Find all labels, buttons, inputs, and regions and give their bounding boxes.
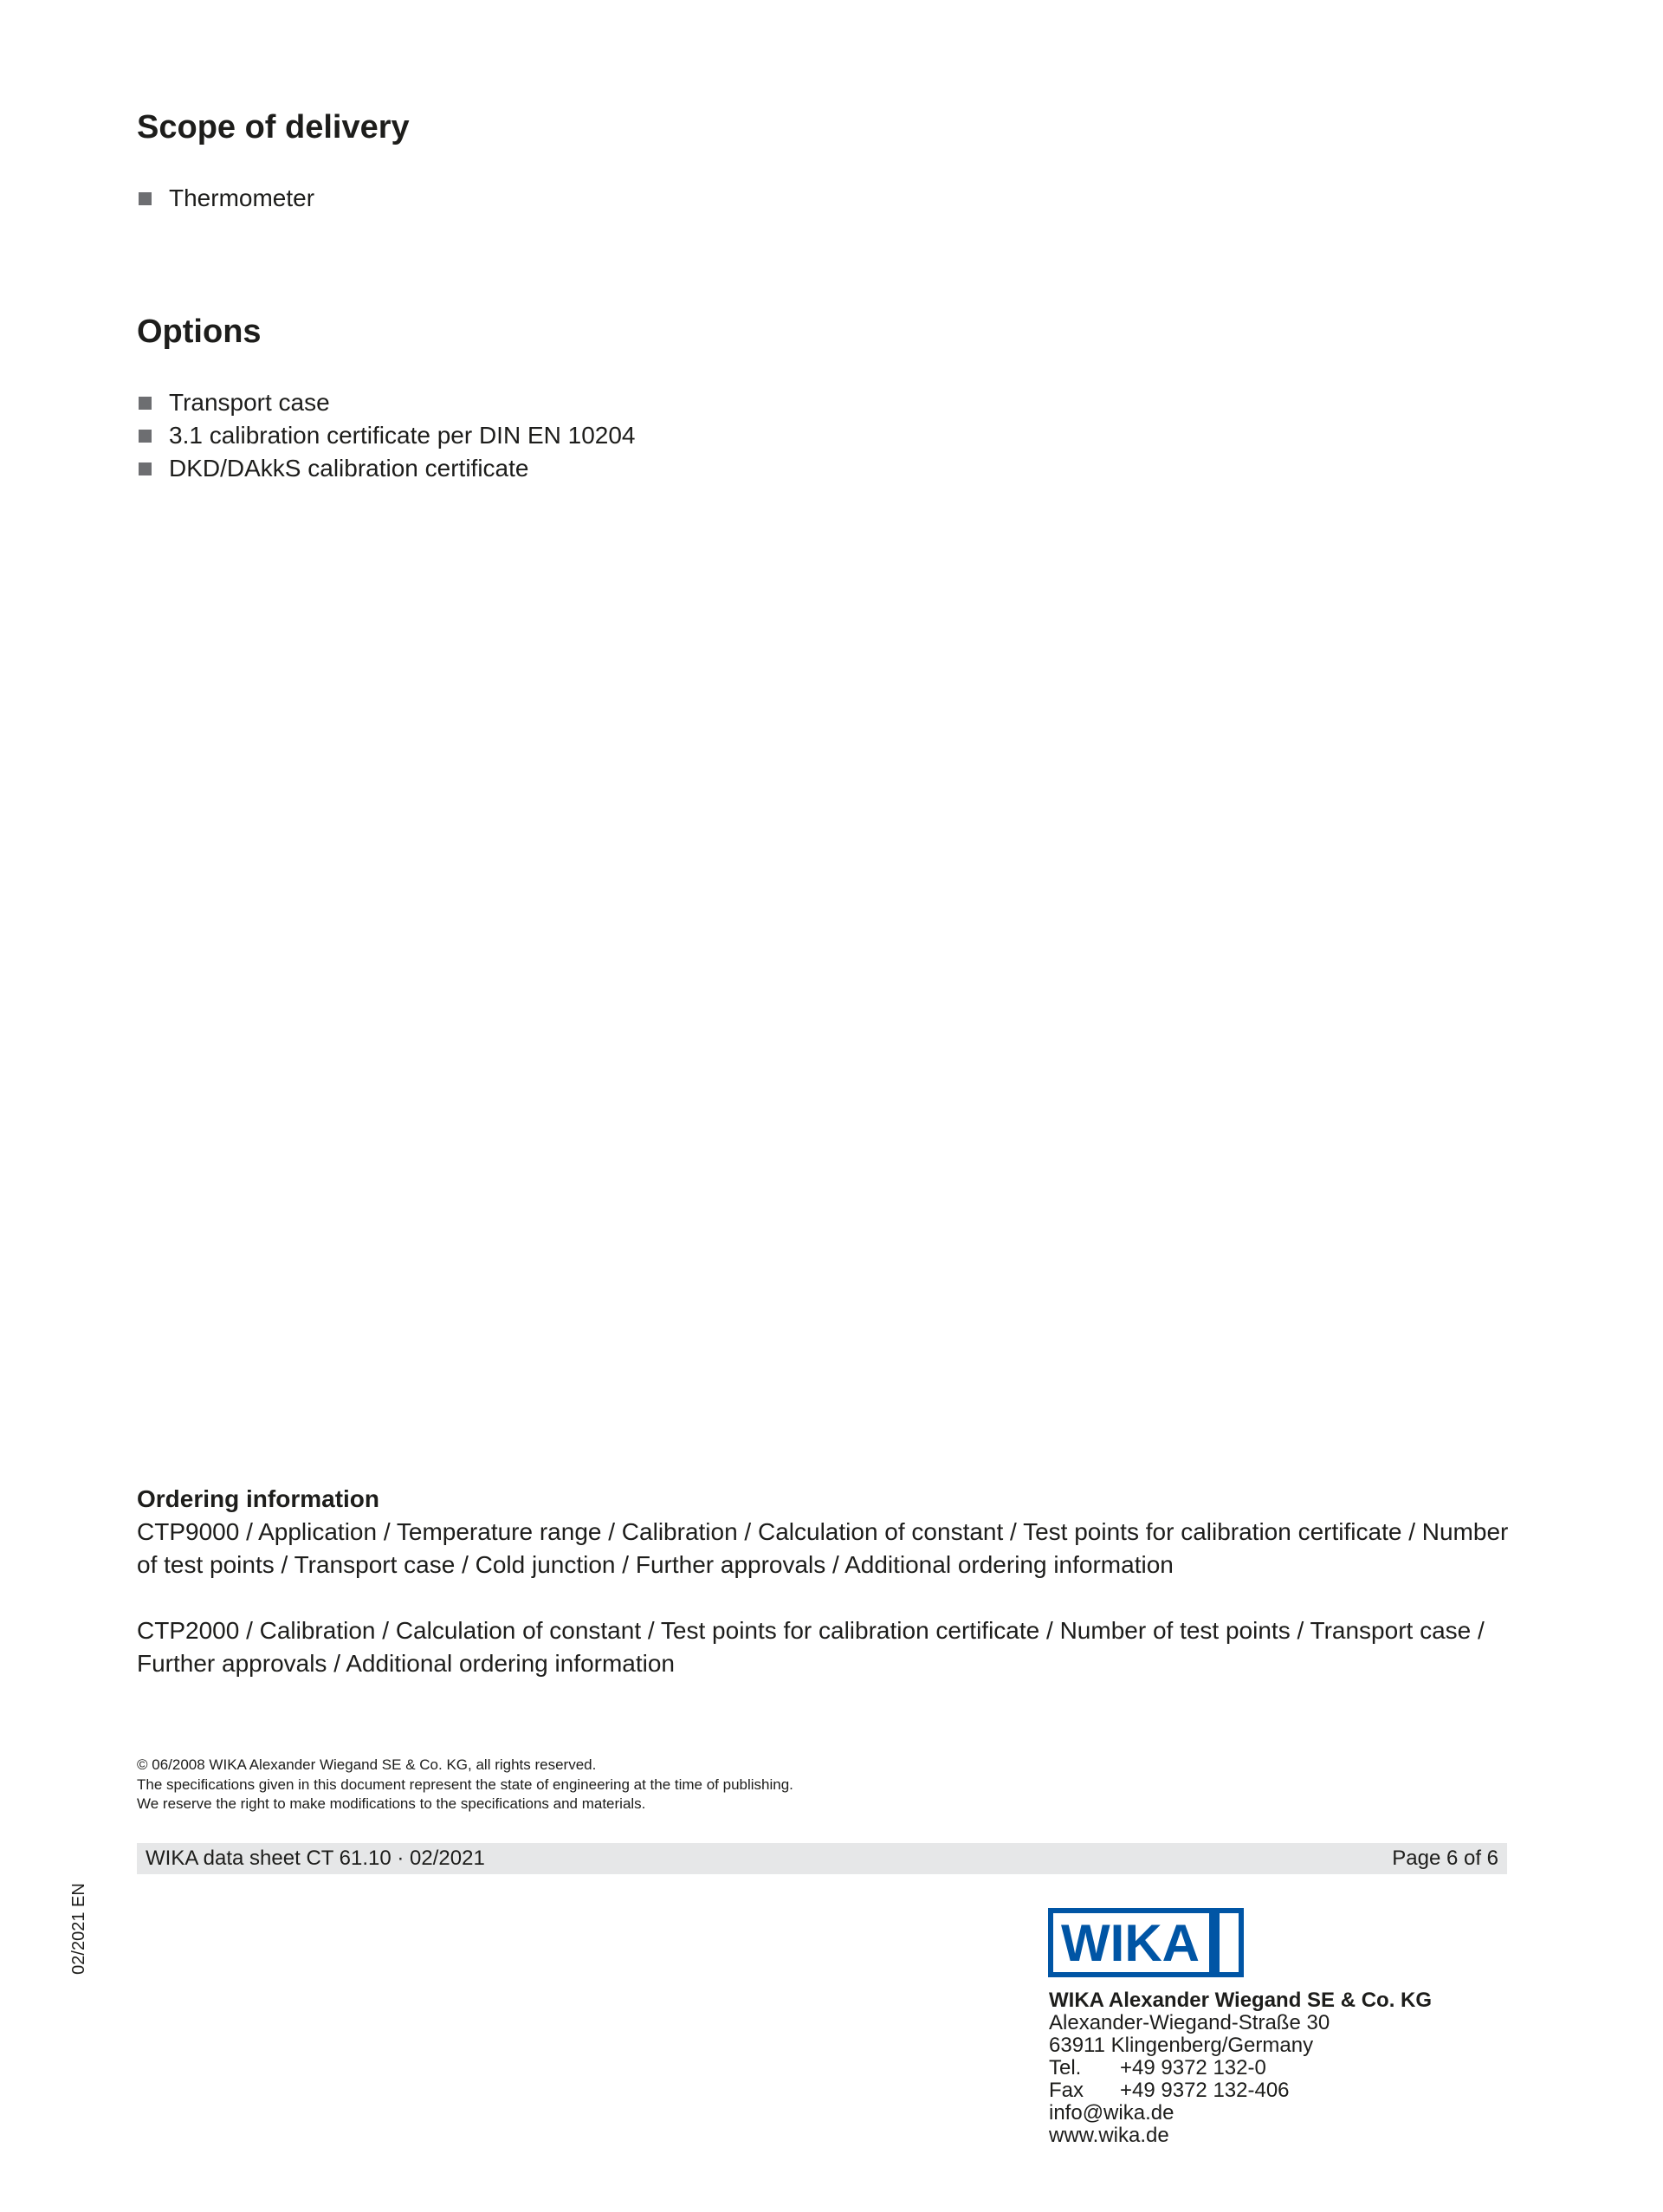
list-item bbox=[137, 419, 636, 452]
list-item-text: DKD/DAkkS calibration certificate bbox=[169, 455, 529, 482]
list-item-text: Thermometer bbox=[169, 184, 315, 211]
fax-label: Fax bbox=[1049, 2079, 1084, 2102]
page-number: Page 6 of 6 bbox=[1392, 1847, 1498, 1870]
square-bullet-icon bbox=[139, 430, 152, 443]
modifications-line: We reserve the right to make modifications to the specifications and materials. bbox=[137, 1795, 646, 1812]
options-list bbox=[137, 386, 636, 485]
scope-of-delivery-list bbox=[137, 182, 314, 215]
company-name: WIKA Alexander Wiegand SE & Co. KG bbox=[1049, 1989, 1433, 2012]
document-version-code: 02/2021 EN bbox=[69, 1883, 88, 1975]
telephone-number: +49 9372 132-0 bbox=[1120, 2056, 1266, 2079]
ordering-code-ctp9000: CTP9000 / Application / Temperature range / Calibration / Calculation of constant / Test points for calibration certificate / Number of test points / Transport case / Cold junction / Further approvals / Additional ordering information bbox=[137, 1518, 1509, 1578]
fax-number: +49 9372 132-406 bbox=[1120, 2079, 1290, 2102]
options-heading: Options bbox=[137, 314, 262, 350]
telephone bbox=[1049, 2057, 1432, 2079]
list-item bbox=[137, 182, 314, 215]
list-item-text: 3.1 calibration certificate per DIN EN 10204 bbox=[169, 422, 636, 449]
scope-of-delivery-heading: Scope of delivery bbox=[137, 109, 410, 146]
square-bullet-icon bbox=[139, 192, 152, 205]
ordering-code-ctp2000: CTP2000 / Calibration / Calculation of constant / Test points for calibration certificate / Number of test points / Transport case / Further approvals / Additional ordering information bbox=[137, 1617, 1485, 1677]
data-sheet-reference: WIKA data sheet CT 61.10 · 02/2021 bbox=[146, 1847, 485, 1870]
company-address bbox=[1049, 1989, 1432, 2147]
list-item-text: Transport case bbox=[169, 389, 330, 416]
specifications-line: The specifications given in this document represent the state of engineering at the time of publishing. bbox=[137, 1775, 793, 1793]
square-bullet-icon bbox=[139, 397, 152, 410]
wika-logo bbox=[1048, 1908, 1244, 1977]
city-country: 63911 Klingenberg/Germany bbox=[1049, 2034, 1314, 2057]
footer-bar bbox=[137, 1843, 1507, 1874]
legal-notice bbox=[137, 1756, 793, 1814]
list-item bbox=[137, 386, 636, 419]
svg-text:WIKA: WIKA bbox=[1061, 1914, 1200, 1972]
copyright-line: © 06/2008 WIKA Alexander Wiegand SE & Co. KG, all rights reserved. bbox=[137, 1756, 597, 1773]
ordering-information bbox=[137, 1483, 1523, 1680]
website-link[interactable]: www.wika.de bbox=[1049, 2124, 1169, 2147]
square-bullet-icon bbox=[139, 462, 152, 475]
fax bbox=[1049, 2079, 1432, 2102]
list-item bbox=[137, 452, 636, 485]
street-address: Alexander-Wiegand-Straße 30 bbox=[1049, 2011, 1330, 2034]
telephone-label: Tel. bbox=[1049, 2056, 1082, 2079]
ordering-information-heading: Ordering information bbox=[137, 1485, 379, 1512]
email-link[interactable]: info@wika.de bbox=[1049, 2101, 1174, 2125]
